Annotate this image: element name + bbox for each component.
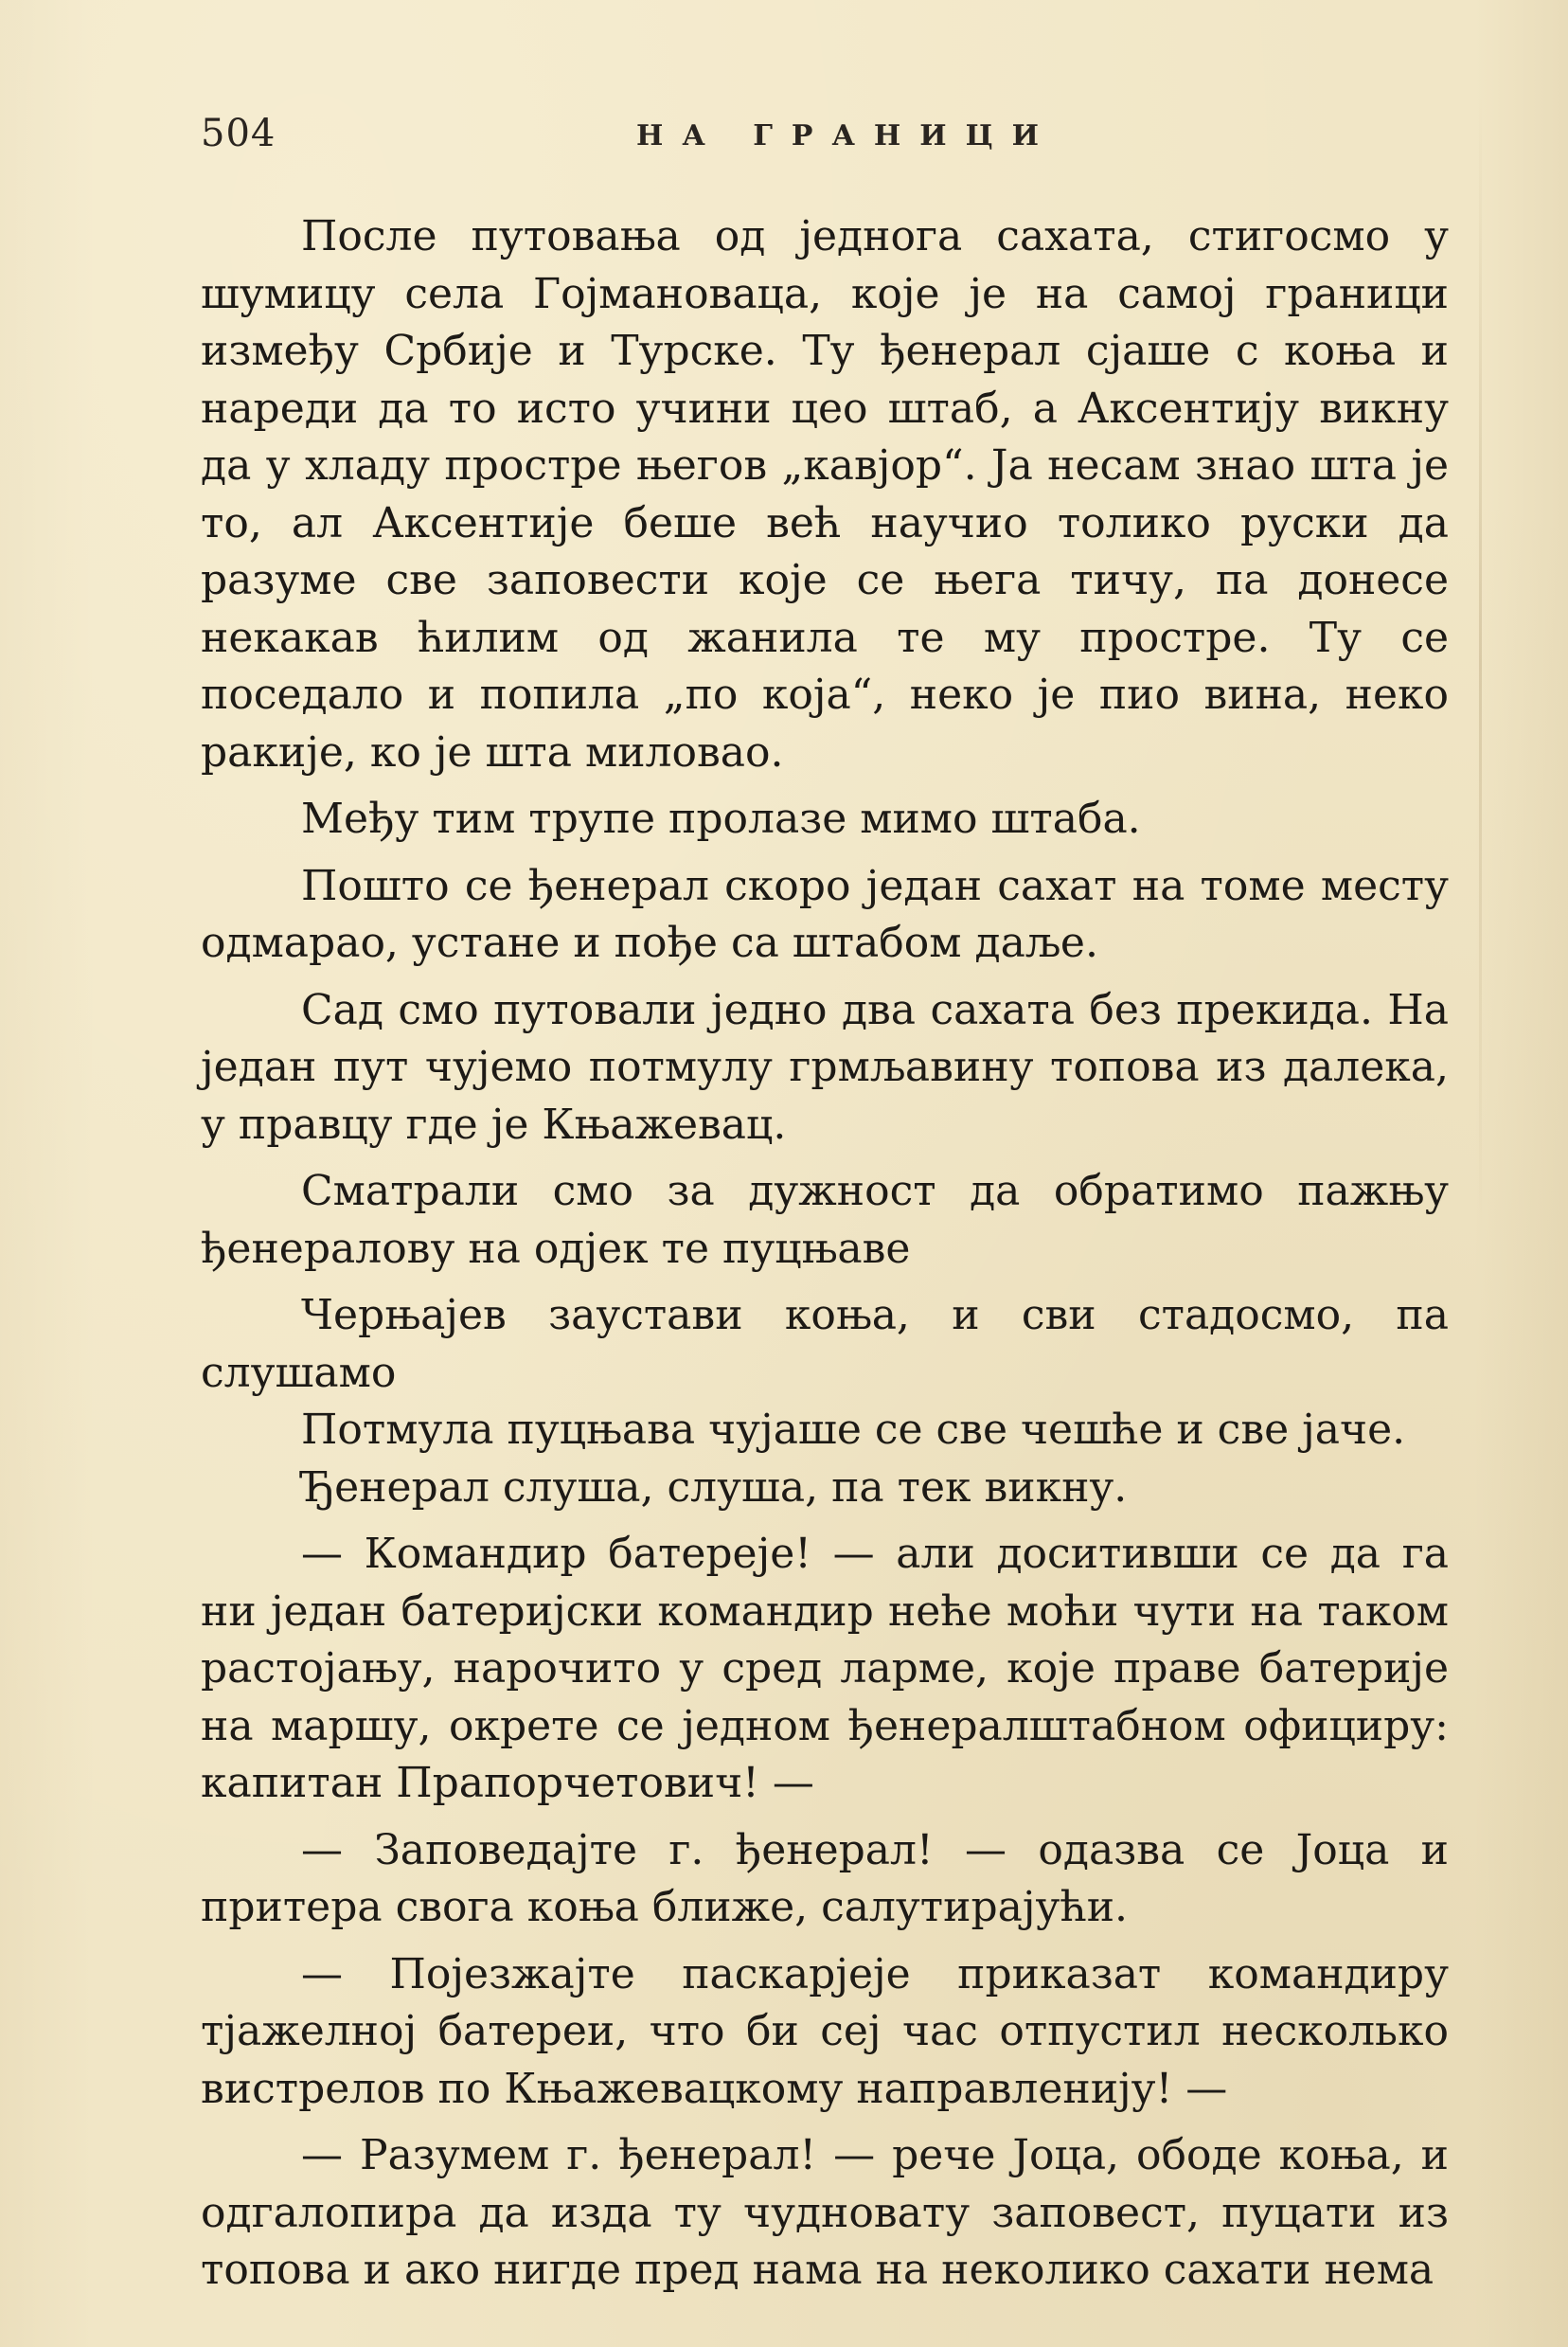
running-title: НА ГРАНИЦИ <box>636 119 1058 152</box>
paragraph: Сад смо путовали једно два сахата без прекида. На један пут чујемо потмулу грмљавину топова из далека, у правцу где је Књажевац. <box>201 985 1449 1149</box>
paragraph: Међу тим трупе пролазе мимо штаба. <box>301 795 1141 843</box>
paragraph: — Разумем г. ђенерал! — рече Јоца, ободе коња, и одгалопира да изда ту чудновату заповест, пуцати из топова и ако нигде пред нама на неколико сахати нема <box>201 2131 1449 2294</box>
paragraph: — Појезжајте паскарјеје приказат командиру тјажелној батереи, что би сеј час отпустил несколько вистрелов по Књажевацкому направленију! — <box>201 1949 1449 2113</box>
paragraph: Ђенерал слуша, слуша, па тек викну. <box>301 1462 1128 1512</box>
paragraph: — Заповедајте г. ђенерал! — одазва се Јоца и притера свога коња ближе, салутирајући. <box>201 1825 1449 1931</box>
paragraph: — Командир батереје! — али доситивши се да га ни један батеријски командир неће моћи чути на таком растојању, нарочито у сред ларме, које праве батерије на маршу, окрете се једном ђенералштабном официру: капитан Прапорчетович! — <box>201 1530 1449 1807</box>
page-header <box>201 112 1449 169</box>
page-fold-shadow <box>1479 95 1482 1231</box>
body-text <box>201 208 1449 2300</box>
paragraph: Пошто се ђенерал скоро један сахат на томе месту одмарао, устане и пође са штабом даље. <box>201 861 1449 967</box>
paragraph: Черњајев заустави коња, и сви стадосмо, па слушамо <box>201 1291 1449 1397</box>
page-number: 504 <box>201 112 276 155</box>
paragraph: Сматрали смо за дужност да обратимо пажњу ђенералову на одјек те пуцњаве <box>201 1167 1449 1273</box>
paragraph: После путовања од једнога сахата, стигосмо у шумицу села Гојмановаца, које је на самој граници између Србије и Турске. Ту ђенерал сјаше с коња и нареди да то исто учини цео штаб, а Аксентију викну да у хладу простре његов „кавјор“. Ја несам знао шта је то, ал Аксентије беше већ научио толико руски да разуме све заповести које се њега тичу, па донесе некакав ћилим од жанила те му простре. Ту се поседало и попила „по која“, неко је пио вина, неко ракије, ко је шта миловао. <box>201 212 1449 777</box>
paragraph: Потмула пуцњава чујаше се све чешће и све јаче. <box>301 1406 1406 1454</box>
